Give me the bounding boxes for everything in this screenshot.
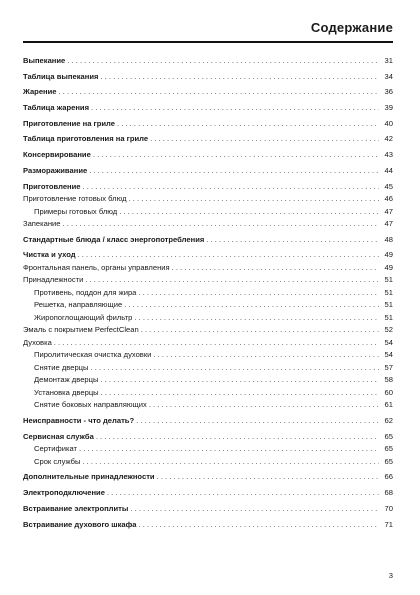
toc-entry-label: Размораживание [23,165,88,175]
toc-entry-label: Жиропоглощающий фильтр [34,312,133,322]
toc-leader-dots [78,249,379,262]
toc-entry[interactable] [23,274,393,287]
toc-entry-label: Сервисная служба [23,431,94,441]
toc-entry-page: 31 [384,56,393,65]
toc-entry-page: 65 [384,431,393,441]
toc-leader-dots [83,181,379,194]
toc-entry-label: Приготовление готовых блюд [23,194,127,203]
toc-leader-dots [136,415,379,428]
toc-entry[interactable] [23,431,393,444]
page-number: 3 [388,571,393,580]
toc-leader-dots [54,337,379,350]
toc-entry[interactable] [23,349,393,362]
toc-leader-dots [85,274,379,287]
toc-entry-page: 49 [384,262,393,272]
toc-entry-label: Решетка, направляющие [34,300,123,310]
toc-entry-page: 71 [384,519,393,529]
toc-entry[interactable] [23,249,393,262]
toc-entry-label: Эмаль с покрытием PerfectClean [23,325,139,335]
toc-leader-dots [129,193,379,206]
toc-entry-page: 34 [384,71,393,81]
toc-entry-page: 46 [384,194,393,203]
toc-entry-label: Жарение [23,87,57,97]
toc-entry-page: 45 [384,181,393,191]
table-of-contents [23,55,393,531]
toc-entry-label: Приготовление [23,181,81,191]
toc-entry[interactable] [23,415,393,428]
toc-leader-dots [124,299,379,312]
toc-entry-page: 51 [384,287,393,297]
toc-entry-label: Приготовление на гриле [23,118,115,128]
toc-entry-label: Принадлежности [23,275,84,285]
toc-entry[interactable] [23,312,393,325]
toc-entry-label: Неисправности - что делать? [23,416,135,426]
toc-leader-dots [157,471,379,484]
toc-leader-dots [100,71,379,84]
toc-leader-dots [150,133,379,146]
toc-entry-label: Чистка и уход [23,250,76,260]
toc-entry[interactable] [23,71,393,84]
toc-entry[interactable] [23,299,393,312]
toc-entry-page: 54 [384,337,393,347]
toc-entry-label: Встраивание духового шкафа [23,519,137,529]
page-title: Содержание [310,20,393,35]
toc-leader-dots [172,262,379,275]
toc-entry-page: 52 [384,325,393,335]
toc-entry-page: 43 [384,150,393,160]
toc-entry-label: Пиролитическая очистка духовки [34,350,152,360]
toc-entry[interactable] [23,374,393,387]
toc-entry-page: 57 [384,362,393,372]
toc-entry-label: Встраивание электроплиты [23,503,129,513]
toc-entry[interactable] [23,133,393,146]
toc-entry[interactable] [23,387,393,400]
toc-leader-dots [67,55,379,68]
toc-leader-dots [101,387,379,400]
toc-entry[interactable] [23,234,393,247]
toc-entry[interactable] [23,165,393,178]
toc-entry[interactable] [23,287,393,300]
toc-leader-dots [89,165,379,178]
toc-entry[interactable] [23,102,393,115]
toc-entry-page: 39 [384,103,393,113]
toc-leader-dots [138,287,379,300]
toc-leader-dots [130,503,379,516]
toc-entry[interactable] [23,503,393,516]
toc-leader-dots [117,118,379,131]
toc-entry-label: Выпекание [23,56,66,65]
toc-entry-label: Сертификат [34,444,77,454]
toc-leader-dots [63,218,379,231]
toc-entry[interactable] [23,218,393,231]
toc-entry-page: 66 [384,472,393,482]
toc-entry-page: 51 [384,275,393,285]
toc-leader-dots [100,374,379,387]
toc-entry-label: Снятие боковых направляющих [34,400,147,410]
toc-entry-label: Дополнительные принадлежности [23,472,155,482]
toc-entry-label: Фронтальная панель, органы управления [23,262,170,272]
toc-entry-label: Таблица приготовления на гриле [23,134,149,144]
toc-entry[interactable] [23,456,393,469]
toc-entry[interactable] [23,471,393,484]
toc-entry-page: 65 [384,444,393,454]
toc-entry-page: 42 [384,134,393,144]
toc-entry-label: Снятие дверцы [34,362,89,372]
toc-leader-dots [149,399,379,412]
toc-entry[interactable] [23,181,393,194]
toc-entry[interactable] [23,55,393,68]
toc-leader-dots [79,443,379,456]
toc-entry[interactable] [23,193,393,206]
toc-entry-page: 36 [384,87,393,97]
toc-entry[interactable] [23,337,393,350]
toc-entry-page: 48 [384,234,393,244]
toc-entry[interactable] [23,324,393,337]
toc-entry-page: 54 [384,350,393,360]
toc-entry[interactable] [23,262,393,275]
toc-leader-dots [153,349,379,362]
toc-leader-dots [206,234,379,247]
toc-entry[interactable] [23,206,393,219]
toc-entry-page: 51 [384,312,393,322]
toc-leader-dots [96,431,379,444]
toc-entry[interactable] [23,86,393,99]
toc-entry-label: Таблица жарения [23,103,90,113]
toc-entry-label: Стандартные блюда / класс энергопотребления [23,234,205,244]
toc-entry-label: Демонтаж дверцы [34,375,99,385]
toc-entry-label: Консервирование [23,150,91,160]
toc-entry[interactable] [23,487,393,500]
toc-leader-dots [119,206,379,219]
toc-entry-label: Таблица выпекания [23,71,99,81]
toc-entry-page: 62 [384,416,393,426]
toc-entry-page: 40 [384,118,393,128]
toc-entry-page: 49 [384,250,393,260]
toc-entry[interactable] [23,149,393,162]
toc-entry-label: Противень, поддон для жира [34,287,137,297]
toc-entry-page: 47 [384,206,393,216]
toc-entry-page: 51 [384,300,393,310]
toc-entry-page: 70 [384,503,393,513]
toc-leader-dots [91,102,379,115]
toc-entry-page: 60 [384,387,393,397]
toc-entry-label: Срок службы [34,456,81,466]
toc-entry-label: Примеры готовых блюд [34,206,118,216]
toc-entry-label: Установка дверцы [34,387,99,397]
toc-entry-page: 44 [384,165,393,175]
toc-entry-label: Запекание [23,219,61,228]
toc-entry[interactable] [23,118,393,131]
toc-leader-dots [93,149,379,162]
toc-entry-page: 58 [384,375,393,385]
toc-entry[interactable] [23,443,393,456]
toc-entry-page: 65 [384,456,393,466]
toc-entry[interactable] [23,399,393,412]
toc-entry-label: Духовка [23,337,52,347]
toc-leader-dots [90,362,379,375]
toc-entry-page: 61 [384,400,393,410]
page-header [23,20,393,43]
toc-entry-label: Электроподключение [23,488,105,498]
toc-entry-page: 68 [384,488,393,498]
toc-entry[interactable] [23,362,393,375]
toc-leader-dots [82,456,379,469]
toc-leader-dots [107,487,379,500]
toc-entry[interactable] [23,519,393,532]
toc-leader-dots [134,312,379,325]
toc-leader-dots [138,519,379,532]
toc-leader-dots [141,324,379,337]
header-rule [23,41,393,43]
toc-leader-dots [59,86,379,99]
toc-entry-page: 47 [384,219,393,228]
